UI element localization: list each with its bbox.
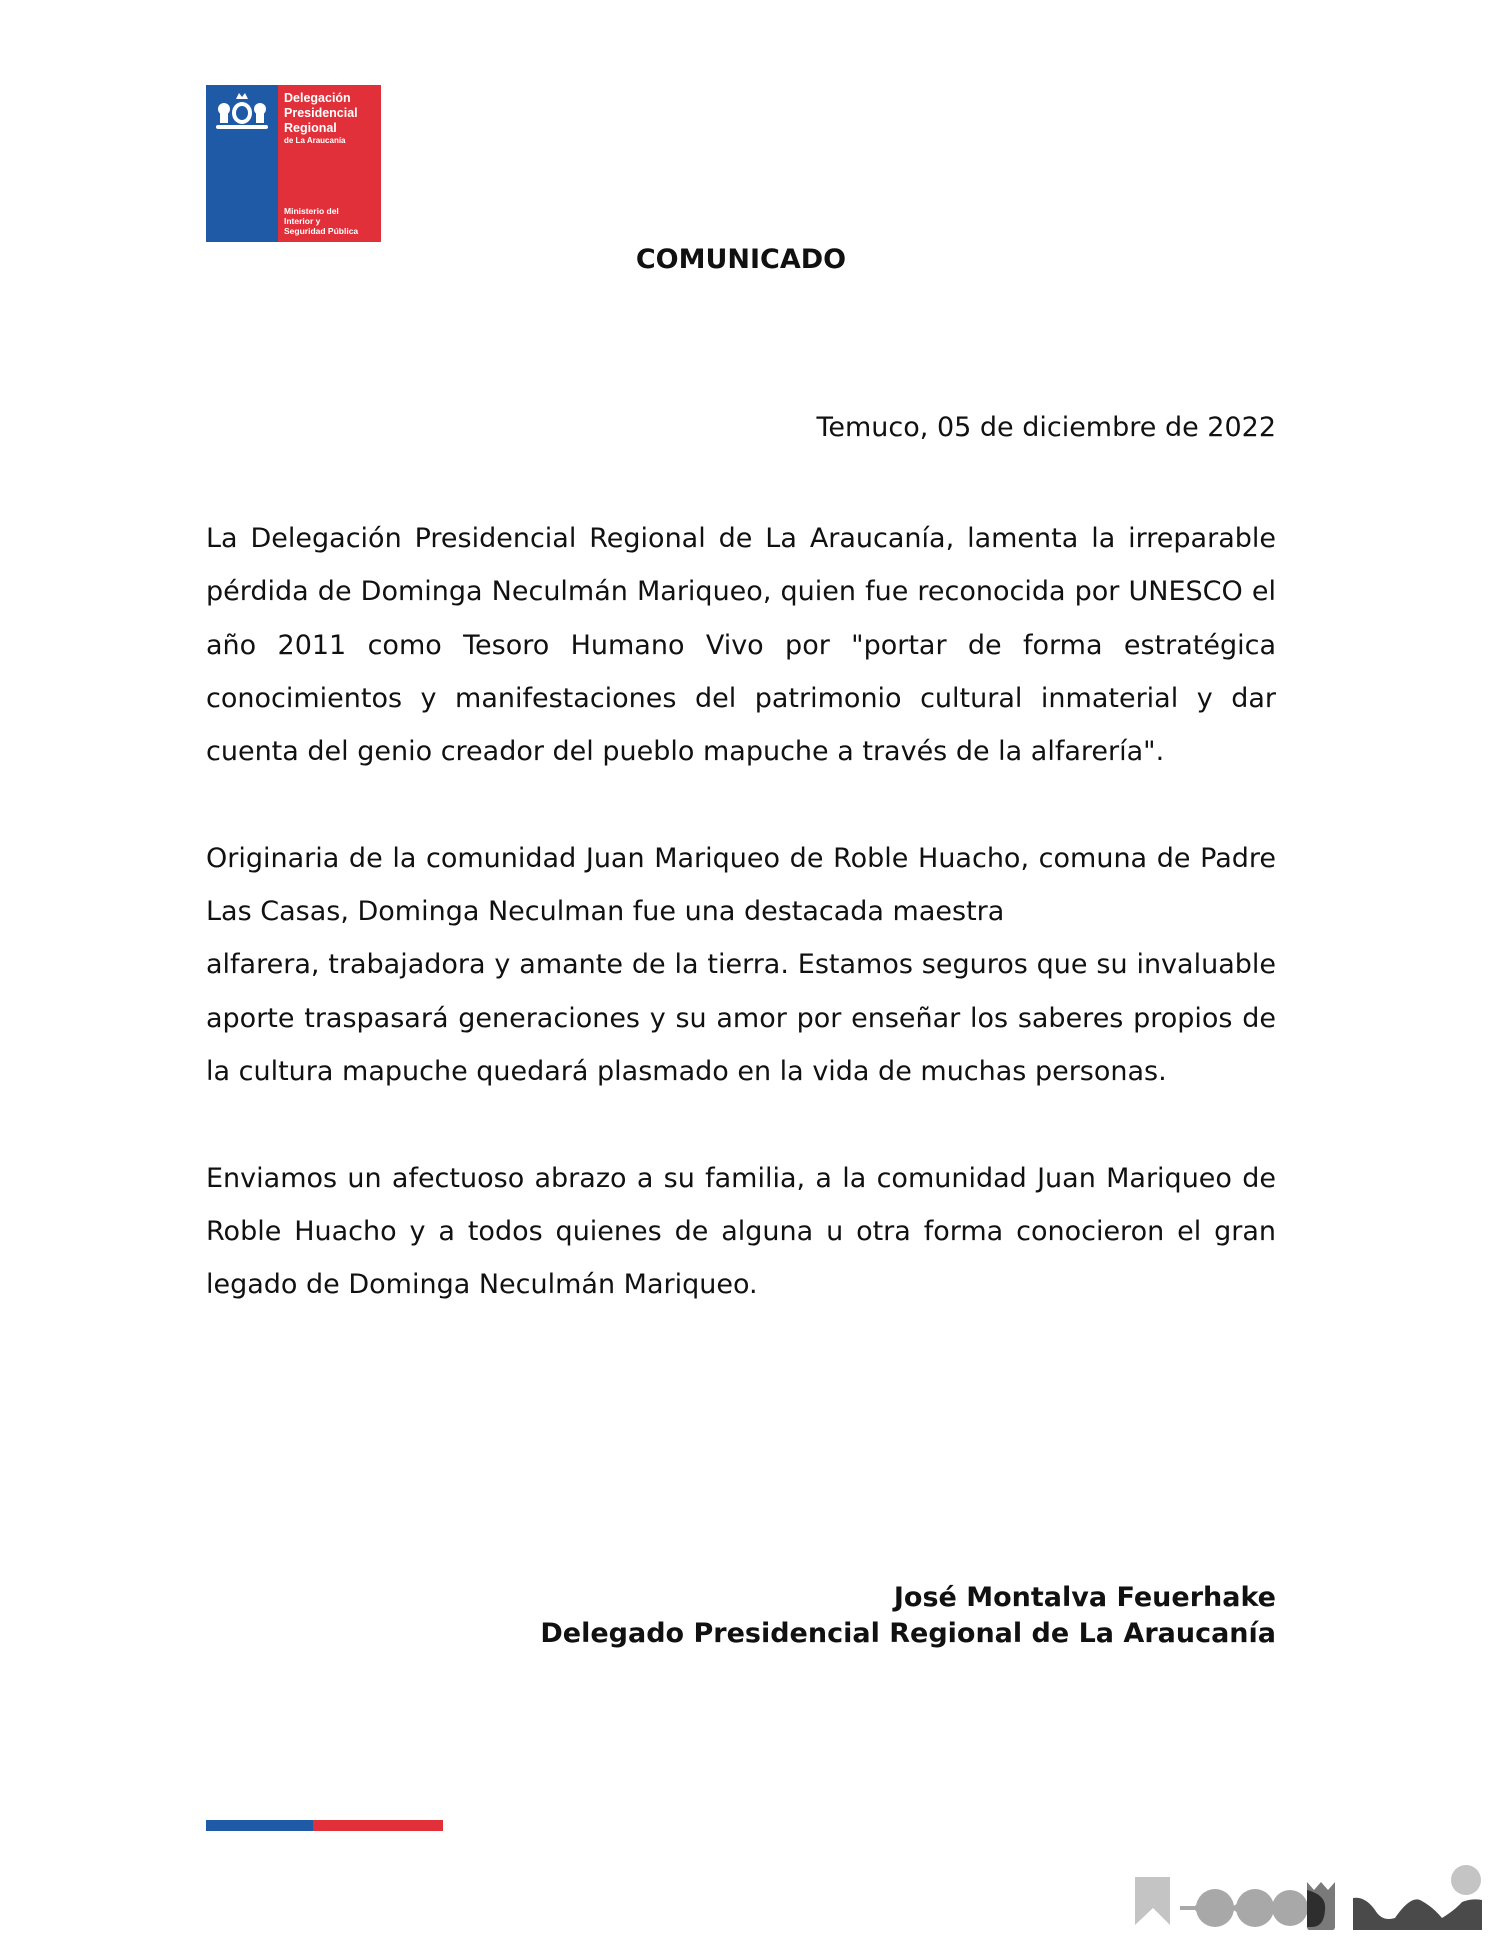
signatory-role: Delegado Presidencial Regional de La Araucanía: [540, 1618, 1276, 1649]
paragraph: Enviamos un afectuoso abrazo a su familia, a la comunidad Juan Mariqueo de Roble Huacho y a todos quienes de alguna u otra forma conocieron el gran legado de Dominga Neculmán Mariqueo.: [206, 1162, 1276, 1301]
ministry-line: Interior y: [284, 216, 321, 226]
signature-block: [540, 1580, 1276, 1652]
logo-red-panel: [278, 85, 381, 242]
bar-red: [313, 1820, 443, 1831]
bar-blue: [206, 1820, 313, 1831]
banner-icon: [1135, 1877, 1170, 1925]
logo-text: de La Araucanía: [284, 136, 346, 145]
paragraph: Originaria de la comunidad Juan Mariqueo de Roble Huacho, comuna de Padre Las Casas, Dominga Neculman fue una destacada maestra: [206, 842, 1276, 928]
delegacion-logo: [206, 85, 381, 242]
coat-of-arms-icon: [206, 85, 278, 145]
ministry-line: Seguridad Pública: [284, 226, 359, 236]
paragraph: La Delegación Presidencial Regional de La Araucanía, lamenta la irreparable pérdida de Dominga Neculmán Mariqueo, quien fue reconocida por UNESCO el año 2011 como Tesoro Humano Vivo por "portar de forma estratégica conocimientos y manifestaciones del patrimonio cultural inmaterial y dar cuenta del genio creador del pueblo mapuche a través de la alfarería".: [206, 523, 1276, 768]
logo-text: Presidencial: [284, 106, 358, 120]
beads-icon: [1180, 1889, 1308, 1927]
document-title: COMUNICADO: [635, 244, 847, 275]
signatory-name: José Montalva Feuerhake: [893, 1582, 1276, 1613]
logo-text: Delegación: [284, 91, 351, 105]
logo-blue-panel: [206, 85, 278, 242]
paragraph: alfarera, trabajadora y amante de la tierra. Estamos seguros que su invaluable aporte traspasará generaciones y su amor por enseñar los saberes propios de la cultura mapuche quedará plasmado en la vida de muchas personas.: [206, 949, 1276, 1087]
sun-icon: [1451, 1865, 1481, 1895]
document-date: Temuco, 05 de diciembre de 2022: [816, 412, 1276, 443]
mountains-icon: [1353, 1898, 1482, 1930]
decorative-mapuche-icons: [1120, 1810, 1490, 1930]
document-body: [206, 512, 1276, 1365]
ministry-line: Ministerio del: [284, 206, 339, 216]
flag-color-bar: [206, 1820, 443, 1831]
logo-text: Regional: [284, 121, 337, 135]
ministry-text: [284, 206, 358, 236]
